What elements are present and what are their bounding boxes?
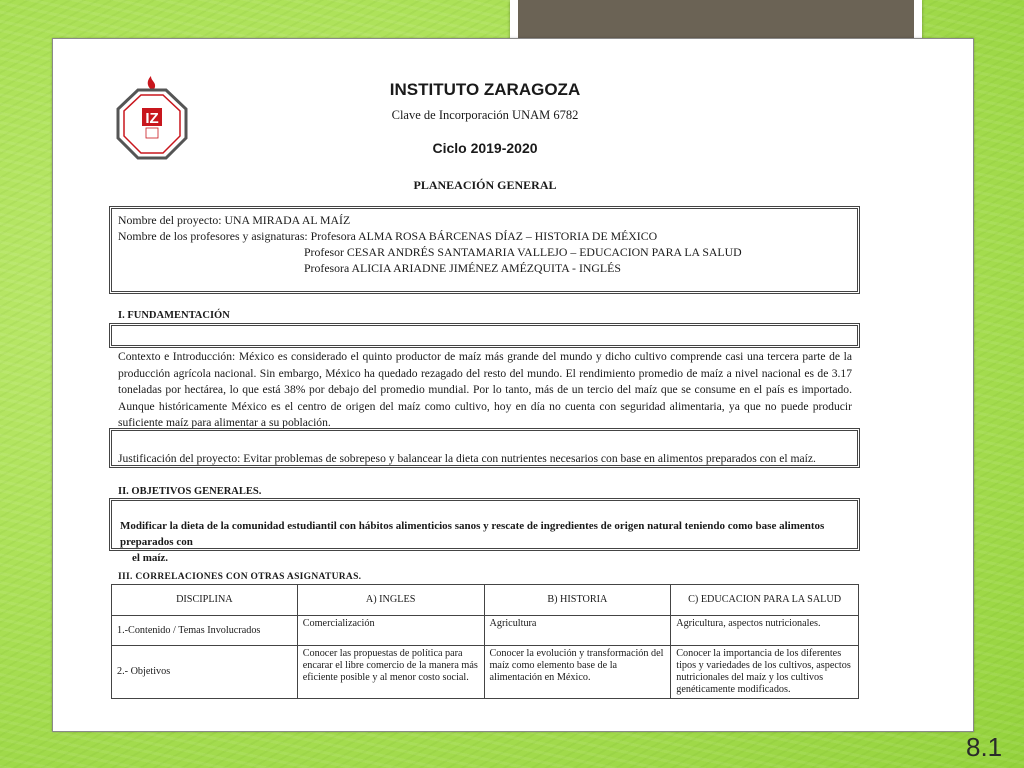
- table-cell: Conocer la evolución y transformación del maíz como elemento base de la alimentación en México.: [484, 646, 671, 699]
- institution-title: INSTITUTO ZARAGOZA: [389, 80, 581, 99]
- incorporation-key: Clave de Incorporación UNAM 6782: [391, 108, 579, 122]
- table-cell: Conocer la importancia de los diferentes tipos y variedades de los cultivos, aspectos nutricionales del maíz y los cultivos genéticamente modificados.: [671, 646, 859, 699]
- objectives-box: [111, 500, 858, 564]
- section-objetivos-heading: II. OBJETIVOS GENERALES.: [118, 486, 262, 497]
- empty-box: [111, 325, 858, 346]
- teacher-2: Profesor CESAR ANDRÉS SANTAMARIA VALLEJO – EDUCACION PARA LA SALUD: [304, 245, 742, 259]
- objective-line-2: el maíz.: [132, 552, 169, 564]
- school-cycle: Ciclo 2019-2020: [432, 140, 538, 156]
- justification-text: Justificación del proyecto: Evitar problemas de sobrepeso y balancear la dieta con nutrientes necesarios con base en alimentos preparados con el maíz.: [118, 452, 816, 465]
- row-label: 1.-Contenido / Temas Involucrados: [112, 616, 298, 646]
- document-title: PLANEACIÓN GENERAL: [413, 178, 557, 192]
- row-label: 2.- Objetivos: [112, 646, 298, 699]
- column-header: C) EDUCACION PARA LA SALUD: [671, 585, 859, 616]
- context-paragraph: Contexto e Introducción: México es considerado el quinto productor de maíz más grande del mundo y dicho cultivo comprende casi una tercera parte de la producción agrícola nacional. Sin embargo, México ha quedado rezagado del resto del mundo. El rendimiento promedio de maíz a nivel nacional es de 3.17 toneladas por hectárea, lo que está 38% por debajo del promedio mundial. Por lo tanto, más de un tercio del maíz que se consume en el país es importado. Aunque históricamente México es el centro de origen del maíz como cultivo, hoy en día no cuenta con seguridad alimentaria, ya que no puede producir suficiente maíz para alimentar a su población.: [118, 350, 852, 430]
- column-header: DISCIPLINA: [112, 585, 298, 616]
- objective-line-1: Modificar la dieta de la comunidad estudiantil con hábitos alimenticios sanos y rescate de ingredientes de origen natural teniendo como base alimentos preparados con: [120, 520, 825, 548]
- project-name: Nombre del proyecto: UNA MIRADA AL MAÍZ: [118, 213, 351, 227]
- section-fundamentacion-heading: I. FUNDAMENTACIÓN: [118, 310, 230, 321]
- teachers-line: Nombre de los profesores y asignaturas: Profesora ALMA ROSA BÁRCENAS DÍAZ – HISTORIA DE MÉXICO: [118, 229, 658, 243]
- table-cell: Comercialización: [297, 616, 484, 646]
- table-header-row: [112, 585, 859, 616]
- table-cell: Agricultura, aspectos nutricionales.: [671, 616, 859, 646]
- slide-number: 8.1: [966, 732, 1003, 762]
- table-row: [112, 646, 859, 699]
- section-correlaciones-heading: III. CORRELACIONES CON OTRAS ASIGNATURAS.: [118, 572, 362, 582]
- column-header: B) HISTORIA: [484, 585, 671, 616]
- institution-logo: [116, 76, 188, 160]
- table-cell: Agricultura: [484, 616, 671, 646]
- column-header: A) INGLES: [297, 585, 484, 616]
- logo-letters: IZ: [145, 110, 159, 127]
- correlations-table: [111, 584, 859, 699]
- justification-box: [111, 430, 858, 466]
- teacher-3: Profesora ALICIA ARIADNE JIMÉNEZ AMÉZQUITA - INGLÉS: [304, 261, 621, 275]
- table-row: [112, 616, 859, 646]
- project-info-box: [111, 208, 858, 292]
- table-cell: Conocer las propuestas de política para encarar el libre comercio de la manera más eficiente posible y al menor costo social.: [297, 646, 484, 699]
